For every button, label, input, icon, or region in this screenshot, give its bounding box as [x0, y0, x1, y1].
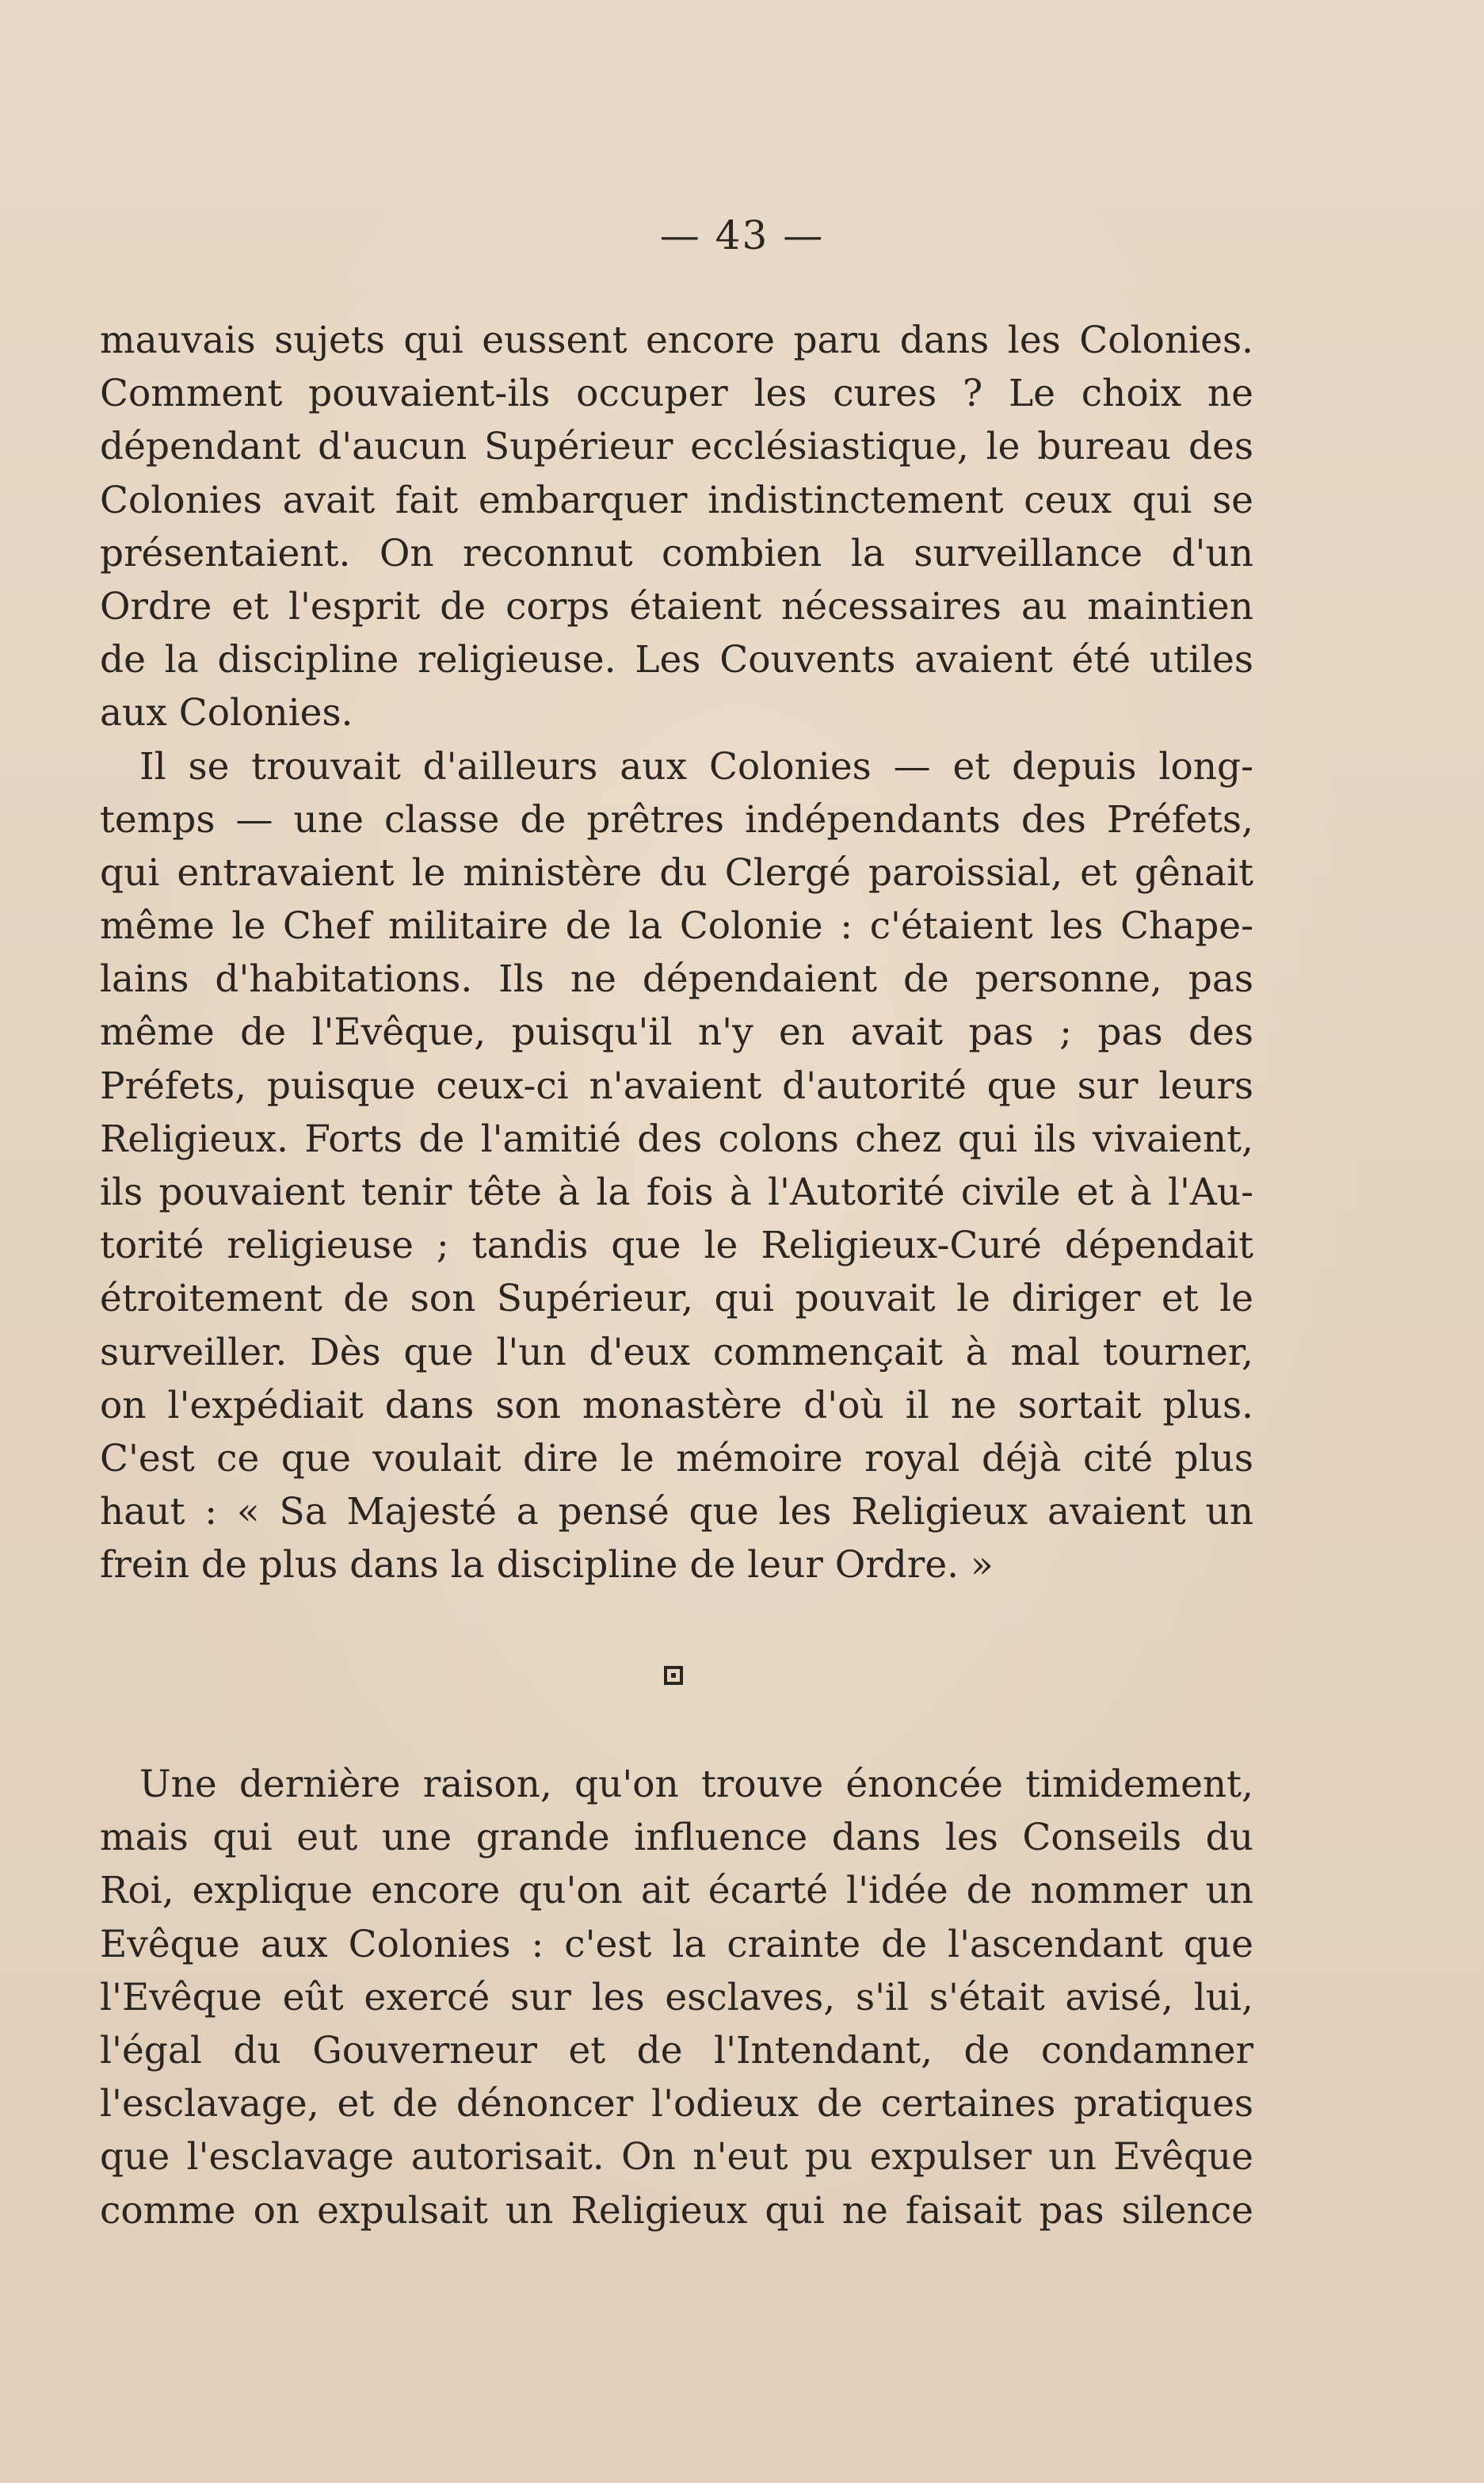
text-block-top	[100, 314, 1253, 1592]
section-separator-icon	[664, 1666, 683, 1685]
paragraph	[100, 740, 1253, 1592]
text-line: de la discipline religieuse. Les Couvents avaient été utiles	[100, 638, 1253, 682]
text-line: torité religieuse ; tandis que le Religieux-Curé dépendait	[100, 1224, 1253, 1268]
text-line: aux Colonies.	[100, 691, 353, 735]
text-line: on l'expédiait dans son monastère d'où il ne sortait plus.	[100, 1383, 1253, 1427]
text-line: surveiller. Dès que l'un d'eux commençait à mal tourner,	[100, 1330, 1253, 1374]
text-line: temps — une classe de prêtres indépendants des Préfets,	[100, 797, 1253, 842]
text-line: dépendant d'aucun Supérieur ecclésiastique, le bureau des	[100, 425, 1253, 469]
text-block-bottom	[100, 1758, 1253, 2237]
text-line: que l'esclavage autorisait. On n'eut pu expulser un Evêque	[100, 2135, 1253, 2179]
text-line: mais qui eut une grande influence dans les Conseils du	[100, 1816, 1253, 1860]
text-line: présentaient. On reconnut combien la surveillance d'un	[100, 531, 1253, 575]
text-line: même de l'Evêque, puisqu'il n'y en avait pas ; pas des	[100, 1010, 1253, 1055]
text-line: Roi, explique encore qu'on ait écarté l'idée de nommer un	[100, 1869, 1253, 1913]
text-line: Il se trouvait d'ailleurs aux Colonies — et depuis long-	[139, 744, 1253, 789]
text-line: frein de plus dans la discipline de leur Ordre. »	[100, 1543, 994, 1587]
text-line: étroitement de son Supérieur, qui pouvait le diriger et le	[100, 1277, 1253, 1321]
text-line: l'esclavage, et de dénoncer l'odieux de certaines pratiques	[100, 2082, 1253, 2126]
text-line: même le Chef militaire de la Colonie : c'étaient les Chape-	[100, 904, 1253, 949]
text-line: Ordre et l'esprit de corps étaient nécessaires au maintien	[100, 584, 1253, 628]
text-line: l'Evêque eût exercé sur les esclaves, s'il s'était avisé, lui,	[100, 1975, 1253, 2019]
text-line: qui entravaient le ministère du Clergé paroissial, et gênait	[100, 850, 1253, 895]
text-line: Religieux. Forts de l'amitié des colons chez qui ils vivaient,	[100, 1117, 1253, 1161]
text-line: l'égal du Gouverneur et de l'Intendant, de condamner	[100, 2028, 1253, 2072]
page-number: — 43 —	[659, 212, 825, 258]
text-line: comme on expulsait un Religieux qui ne faisait pas silence	[100, 2188, 1253, 2233]
text-line: Colonies avait fait embarquer indistinctement ceux qui se	[100, 478, 1253, 522]
text-line: ils pouvaient tenir tête à la fois à l'Autorité civile et à l'Au-	[100, 1171, 1253, 1214]
text-line: lains d'habitations. Ils ne dépendaient de personne, pas	[100, 957, 1253, 1002]
paragraph	[100, 314, 1253, 740]
text-line: Préfets, puisque ceux-ci n'avaient d'autorité que sur leurs	[100, 1064, 1253, 1108]
paragraph	[100, 1758, 1253, 2237]
text-line: Comment pouvaient-ils occuper les cures ? Le choix ne	[100, 372, 1253, 416]
text-line: Evêque aux Colonies : c'est la crainte de l'ascendant que	[100, 1922, 1253, 1966]
text-line: haut : « Sa Majesté a pensé que les Religieux avaient un	[100, 1490, 1253, 1534]
separator-dot	[671, 1673, 676, 1678]
text-line: mauvais sujets qui eussent encore paru dans les Colonies.	[100, 319, 1253, 362]
text-line: Une dernière raison, qu'on trouve énoncée timidement,	[139, 1763, 1253, 1806]
text-line: C'est ce que voulait dire le mémoire royal déjà cité plus	[100, 1436, 1253, 1480]
